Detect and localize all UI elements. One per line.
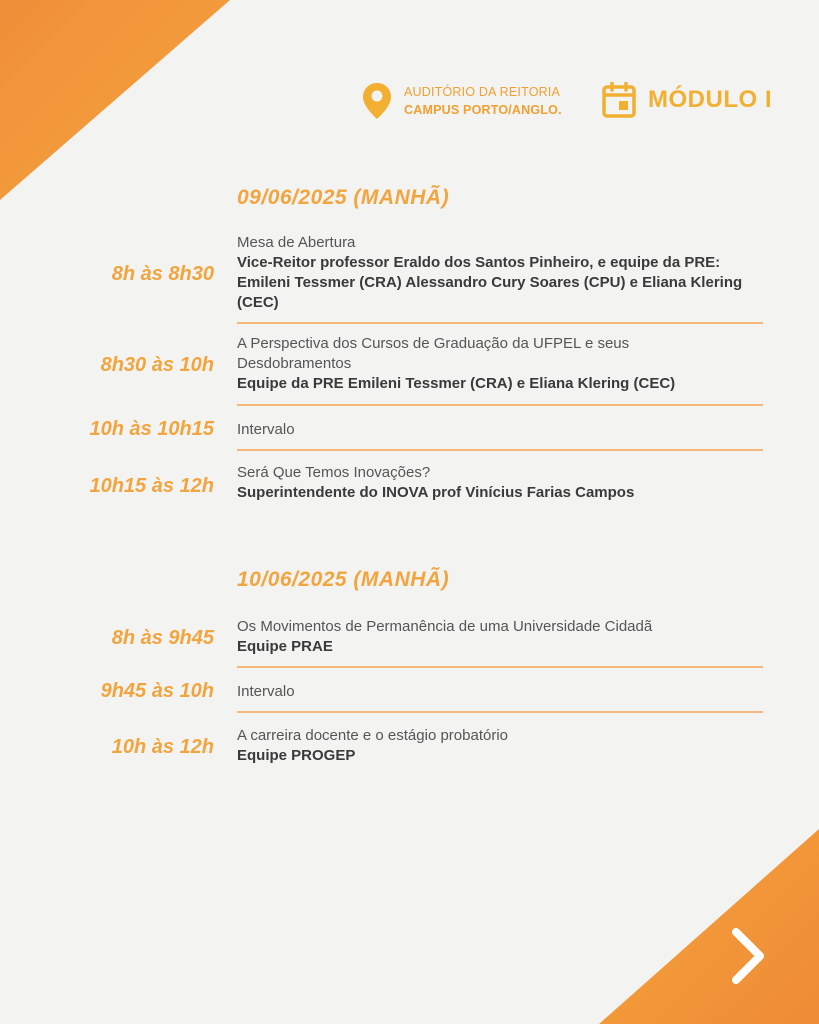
corner-decoration-bottom-right [599, 829, 819, 1024]
schedule-time: 8h30 às 10h [100, 354, 214, 376]
module-label: MÓDULO I [648, 86, 772, 113]
calendar-icon [602, 82, 636, 118]
schedule-time: 10h15 às 12h [89, 475, 214, 497]
schedule-title: Intervalo [237, 421, 295, 438]
next-slide-button[interactable] [726, 926, 770, 986]
corner-decoration-top-left [0, 0, 230, 200]
schedule-title: Será Que Temos Inovações? [237, 464, 431, 481]
schedule-detail: Equipe PRAE [237, 638, 333, 655]
schedule-time: 8h às 8h30 [111, 263, 214, 285]
separator [237, 666, 763, 668]
location-name: AUDITÓRIO DA REITORIA [404, 85, 561, 99]
chevron-right-icon [726, 926, 770, 986]
day-title: 10/06/2025 (MANHÃ) [237, 568, 450, 591]
schedule-detail: Equipe da PRE Emileni Tessmer (CRA) e Eliana Klering (CEC) [237, 375, 676, 392]
schedule-title: Mesa de Abertura [237, 234, 356, 251]
schedule-time: 8h às 9h45 [111, 627, 214, 649]
schedule-time: 10h às 10h15 [89, 418, 214, 440]
separator [237, 404, 763, 406]
location-block [362, 82, 562, 120]
module-block [602, 82, 772, 118]
day-title: 09/06/2025 (MANHÃ) [237, 186, 450, 209]
schedule-time: 9h45 às 10h [100, 680, 214, 702]
separator [237, 711, 763, 713]
schedule-title: Intervalo [237, 683, 295, 700]
schedule-title: A Perspectiva dos Cursos de Graduação da UFPEL e seus Desdobramentos [237, 335, 630, 372]
schedule-title: Os Movimentos de Permanência de uma Universidade Cidadã [237, 618, 653, 635]
separator [237, 449, 763, 451]
schedule-detail: Equipe PROGEP [237, 747, 356, 764]
schedule-title: A carreira docente e o estágio probatório [237, 727, 509, 744]
separator [237, 322, 763, 324]
schedule-detail: Superintendente do INOVA prof Vinícius Farias Campos [237, 484, 635, 501]
schedule-time: 10h às 12h [111, 736, 214, 758]
schedule-detail: Vice-Reitor professor Eraldo dos Santos Pinheiro, e equipe da PRE: Emileni Tessmer (CRA) Alessandro Cury Soares (CPU) e Eliana Klering (CEC) [237, 254, 743, 311]
campus-name: CAMPUS PORTO/ANGLO. [404, 103, 562, 117]
map-pin-icon [362, 82, 392, 120]
